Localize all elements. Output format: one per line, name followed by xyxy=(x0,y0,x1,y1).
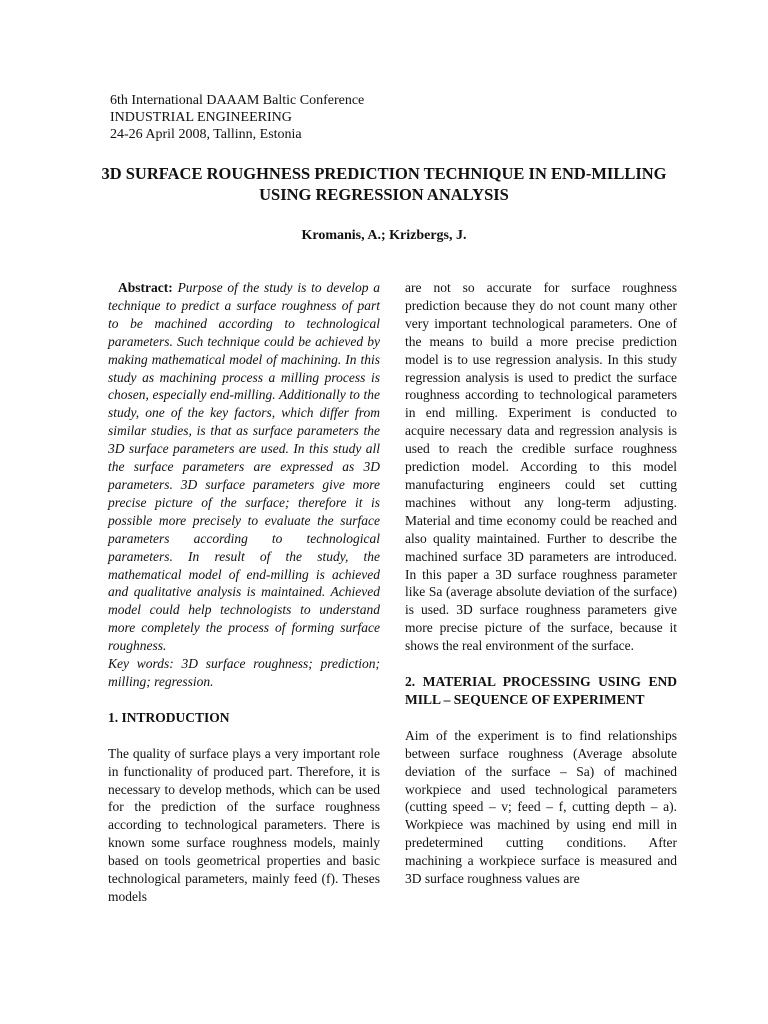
conference-date-location: 24-26 April 2008, Tallinn, Estonia xyxy=(110,127,302,142)
left-column xyxy=(108,279,380,906)
conference-name: 6th International DAAAM Baltic Conference xyxy=(110,93,365,108)
abstract-label: Abstract: xyxy=(118,280,173,295)
right-column xyxy=(405,279,677,888)
conference-header xyxy=(110,92,364,143)
introduction-heading: 1. INTRODUCTION xyxy=(108,709,230,725)
section2-text: Aim of the experiment is to find relationships between surface roughness (Average absolute deviation of the surface – Sa) of machined workpiece and used technological parameters (cutting speed – v; feed – f, cutting depth – a). Workpiece was machined by using end mill in predetermined cutting conditions. After machining a workpiece surface is measured and 3D surface roughness values are xyxy=(405,727,677,887)
keywords: Key words: 3D surface roughness; prediction; milling; regression. xyxy=(108,656,380,689)
paper-authors: Kromanis, A.; Krizbergs, J. xyxy=(301,228,467,243)
section2-heading: 2. MATERIAL PROCESSING USING END MILL – SEQUENCE OF EXPERIMENT xyxy=(405,674,677,707)
paper-title: 3D SURFACE ROUGHNESS PREDICTION TECHNIQUE IN END-MILLING USING REGRESSION ANALYSIS xyxy=(101,164,667,204)
conference-topic: INDUSTRIAL ENGINEERING xyxy=(110,110,292,125)
abstract-text: Purpose of the study is to develop a technique to predict a surface roughness of part to be machined according to technological parameters. Such technique could be achieved by making mathematical model of machining. In this study as machining process a milling process is chosen, especially end-milling. Additionally to the study, one of the key factors, which differ from similar studies, is that as surface parameters the 3D surface parameters are used. In this study all the surface parameters are expressed as 3D parameters. 3D surface parameters give more precise picture of the surface; therefore it is possible more precisely to evaluate the surface parameters according to technological parameters. In result of the study, the mathematical model of end-milling is achieved and qualitative analysis is maintained. Achieved model could help technologists to understand more completely the process of forming surface roughness. xyxy=(108,280,381,654)
introduction-continuation: are not so accurate for surface roughness prediction because they do not count many other very important technological parameters. One of the means to build a more precise prediction model is to use regression analysis. In this study regression analysis is used to predict the surface roughness according to technological parameters in end milling. Experiment is conducted to acquire necessary data and regression analysis is used to reach the credible surface roughness prediction model. According to this model manufacturing engineers could set cutting machines without any long-term adjusting. Material and time economy could be reached and also quality maintained. Further to describe the machined surface 3D parameters are introduced. In this paper a 3D surface roughness parameter like Sa (average absolute deviation of the surface) is used. 3D surface roughness parameters give more precise picture of the surface, because it shows the real environment of the surface. xyxy=(405,280,677,654)
introduction-text: The quality of surface plays a very important role in functionality of produced part. Therefore, it is necessary to develop methods, which can be used for the prediction of the surface roughness according to technological parameters. There is known some surface roughness models, mainly based on tools geometrical properties and basic technological parameters, mainly feed (f). Theses models xyxy=(108,745,380,904)
abstract xyxy=(108,279,380,655)
